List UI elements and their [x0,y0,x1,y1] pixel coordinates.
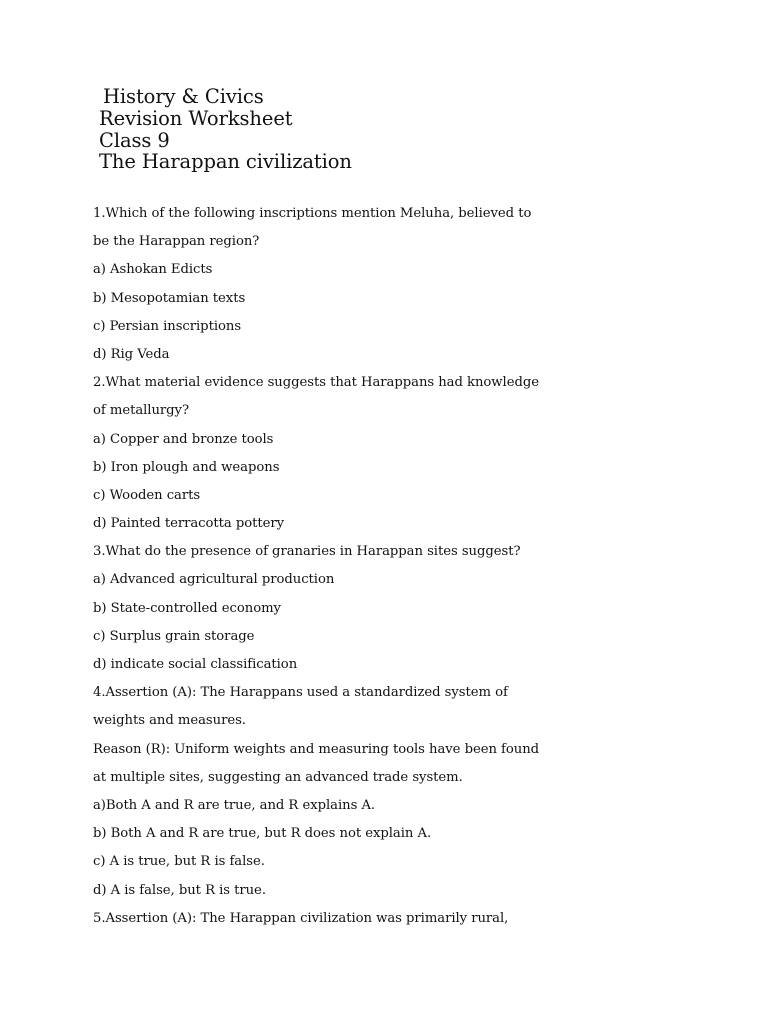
question-1-option-c: c) Persian inscriptions [93,318,242,334]
question-3-option-b: b) State-controlled economy [93,600,281,616]
question-4-option-a: a)Both A and R are true, and R explains A. [93,797,376,813]
question-4-option-c: c) A is true, but R is false. [93,854,265,870]
question-2-text: 2.What material evidence suggests that Harappans had knowledge [93,375,540,391]
question-1-text: 1.Which of the following inscriptions mention Meluha, believed to [93,206,532,221]
question-1-option-b: b) Mesopotamian texts [93,290,246,306]
question-4-reason: Reason (R): Uniform weights and measuring tools have been found [93,741,540,757]
question-3-text: 3.What do the presence of granaries in Harappan sites suggest? [93,544,521,560]
question-4-assertion: 4.Assertion (A): The Harappans used a standardized system of [93,685,508,701]
chapter-title: The Harappan civilization [99,150,352,174]
subject-title: History & Civics [103,85,264,108]
question-3-option-d: d) indicate social classification [93,657,298,672]
question-1-option-a: a) Ashokan Edicts [93,262,213,278]
worksheet-header [99,86,659,173]
question-2-option-a: a) Copper and bronze tools [93,431,274,447]
class-label: Class 9 [99,128,170,152]
question-2-option-d: d) Painted terracotta pottery [93,516,285,532]
question-3-option-c: c) Surplus grain storage [93,628,255,644]
question-4-assertion-cont: weights and measures. [93,713,246,729]
worksheet-type: Revision Worksheet [99,106,293,130]
question-4-option-d: d) A is false, but R is true. [93,882,266,898]
question-1-option-d: d) Rig Veda [93,346,170,362]
question-3-option-a: a) Advanced agricultural production [93,572,335,588]
question-2-text-cont: of metallurgy? [93,403,189,419]
question-4-reason-cont: at multiple sites, suggesting an advanced trade system. [93,769,463,785]
question-1-text-cont: be the Harappan region? [93,234,260,250]
question-5-assertion: 5.Assertion (A): The Harappan civilization was primarily rural, [93,910,509,926]
question-list [93,200,613,933]
question-2-option-c: c) Wooden carts [93,487,201,503]
question-4-option-b: b) Both A and R are true, but R does not explain A. [93,826,432,842]
question-2-option-b: b) Iron plough and weapons [93,459,280,475]
